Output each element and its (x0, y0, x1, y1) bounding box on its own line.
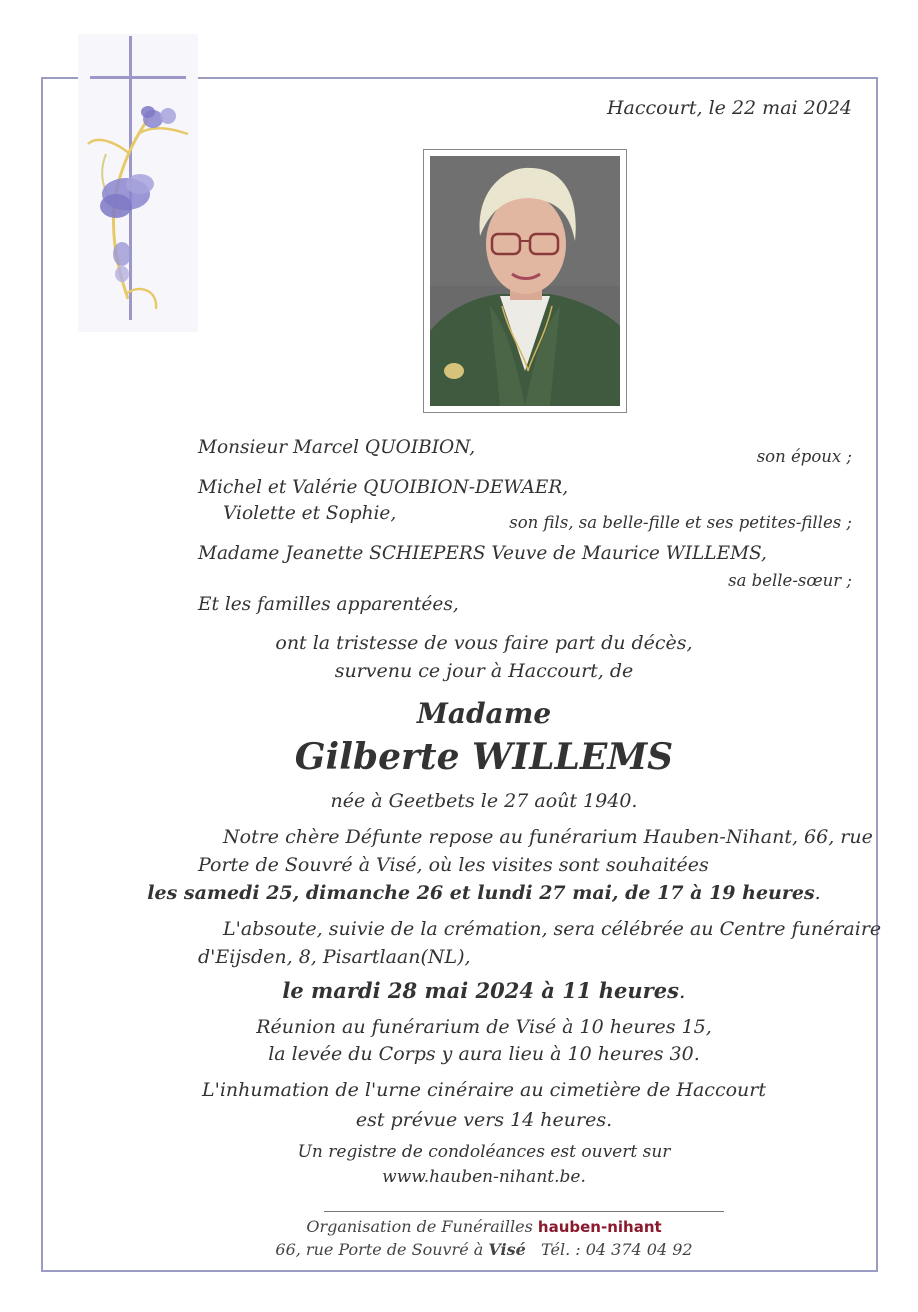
announcement-line-1: ont la tristesse de vous faire part du décès, (275, 632, 693, 654)
meeting-line-2: la levée du Corps y aura lieu à 10 heures 30. (268, 1043, 700, 1065)
deceased-name: Gilberte WILLEMS (294, 736, 674, 778)
visit-dates (0, 882, 918, 904)
burial-line-2: est prévue vers 14 heures. (355, 1109, 613, 1131)
announcement-line-2: survenu ce jour à Haccourt, de (334, 660, 634, 682)
footer-address-street: 66, rue Porte de Souvré à (275, 1240, 489, 1259)
visit-dates-bold: les samedi 25, dimanche 26 et lundi 27 mai, de 17 à 19 heures (147, 882, 815, 904)
place-and-date: Haccourt, le 22 mai 2024 (606, 97, 852, 119)
footer-organisation (0, 1217, 918, 1236)
burial-line-1: L'inhumation de l'urne cinéraire au cimetière de Haccourt (202, 1079, 766, 1101)
meeting-line-1: Réunion au funérarium de Visé à 10 heures 15, (256, 1016, 712, 1038)
footer-org-label: Organisation de Funérailles (306, 1217, 533, 1236)
family-member-son: Michel et Valérie QUOIBION-DEWAER, (198, 477, 569, 498)
relation-son: son fils, sa belle-fille et ses petites-filles ; (509, 513, 852, 532)
relation-husband: son époux ; (756, 447, 852, 466)
family-member-grandchildren: Violette et Sophie, (223, 503, 397, 524)
brand-logo: hauben-nihant (537, 1218, 662, 1236)
family-member-husband: Monsieur Marcel QUOIBION, (198, 437, 476, 458)
cross-flower-emblem (78, 34, 198, 332)
portrait-photo (423, 149, 627, 413)
footer-phone: Tél. : 04 374 04 92 (541, 1240, 693, 1259)
family-related: Et les familles apparentées, (198, 594, 459, 615)
footer-address-city: Visé (488, 1240, 526, 1259)
ceremony-date-end: . (678, 979, 686, 1003)
footer-address (0, 1240, 918, 1259)
ceremony-date (0, 978, 918, 1003)
portrait-image (430, 156, 620, 406)
registry-url[interactable]: www.hauben-nihant.be. (382, 1167, 586, 1187)
ceremony-line-2: d'Eijsden, 8, Pisartlaan(NL), (198, 946, 471, 968)
deceased-title: Madame (416, 697, 552, 730)
cross-flower-icon (78, 34, 198, 332)
family-member-sister-in-law: Madame Jeanette SCHIEPERS Veuve de Maurice WILLEMS, (198, 543, 767, 564)
footer-divider (324, 1211, 724, 1212)
visit-dates-end: . (814, 882, 821, 904)
ceremony-line-1: L'absoute, suivie de la crémation, sera célébrée au Centre funéraire (223, 918, 882, 940)
deceased-birth: née à Geetbets le 27 août 1940. (330, 790, 638, 812)
ceremony-date-bold: le mardi 28 mai 2024 à 11 heures (282, 978, 679, 1003)
registry-line-1: Un registre de condoléances est ouvert sur (297, 1142, 671, 1162)
visit-line-1: Notre chère Défunte repose au funérarium Hauben-Nihant, 66, rue (223, 826, 873, 848)
visit-line-2: Porte de Souvré à Visé, où les visites sont souhaitées (198, 854, 709, 876)
relation-sister-in-law: sa belle-sœur ; (728, 571, 852, 590)
